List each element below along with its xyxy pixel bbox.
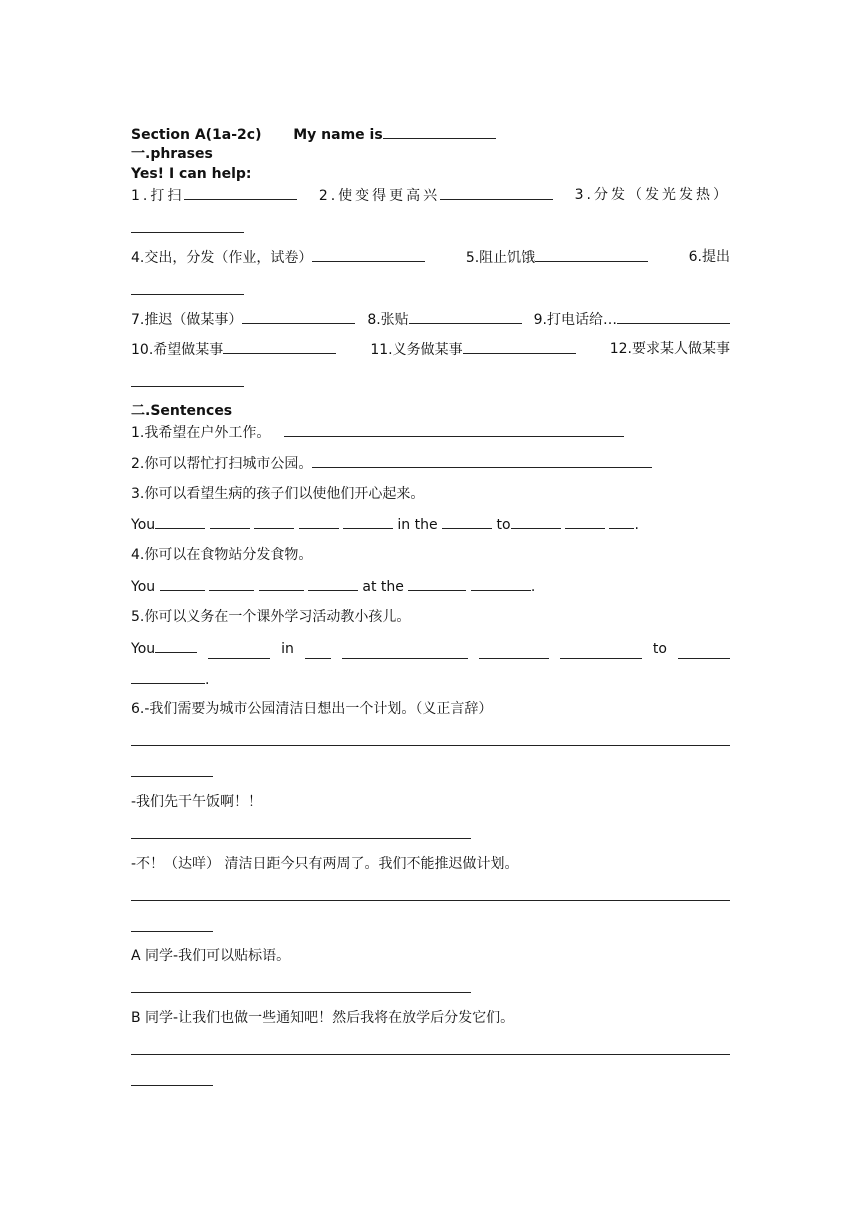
dialogue-line-3: A 同学-我们可以贴标语。 — [131, 948, 291, 964]
fill-blank[interactable] — [305, 644, 331, 659]
dialogue-line-2: -不！（达咩） 清洁日距今只有两周了。我们不能推迟做计划。 — [131, 856, 519, 872]
fill-blank[interactable] — [479, 644, 549, 659]
phrase-row-2 — [131, 247, 730, 268]
phrase-blank[interactable] — [440, 185, 553, 200]
fill-blank[interactable] — [209, 576, 254, 591]
sentence-2: 2.你可以帮忙打扫城市公园。 — [131, 453, 652, 474]
fill-blank[interactable] — [155, 638, 197, 653]
answer-line[interactable] — [131, 1054, 730, 1055]
answer-line[interactable] — [131, 1085, 213, 1086]
dialogue-line-1: -我们先干午饭啊！！ — [131, 794, 263, 810]
fill-blank[interactable] — [560, 644, 642, 659]
phrase-item: 2.使变得更高兴 — [319, 185, 553, 206]
phrase-item: 4.交出，分发（作业，试卷） — [131, 247, 425, 268]
fill-blank[interactable] — [308, 576, 358, 591]
phrase-item: 9.打电话给… — [534, 309, 730, 330]
sentence-2-blank[interactable] — [312, 453, 652, 468]
sentence-1: 1.我希望在户外工作。 — [131, 422, 624, 443]
fill-blank[interactable] — [259, 576, 304, 591]
name-blank[interactable] — [383, 124, 496, 139]
phrase-blank-3[interactable] — [131, 232, 244, 233]
phrase-row-1 — [131, 185, 730, 206]
sentence-3-fill: You in the to . — [131, 514, 639, 535]
phrases-heading: 一.phrases — [131, 146, 213, 162]
sentence-1-blank[interactable] — [284, 422, 624, 437]
phrase-item: 12.要求某人做某事 — [609, 341, 730, 357]
phrase-item: 8.张贴 — [367, 309, 521, 330]
answer-line[interactable] — [131, 900, 730, 901]
phrase-item: 3.分发（发光发热） — [574, 187, 730, 203]
fill-blank[interactable] — [160, 576, 205, 591]
sentence-5-cont: . — [131, 669, 209, 690]
fill-blank[interactable] — [342, 644, 468, 659]
phrase-row-4 — [131, 339, 730, 360]
phrase-item: 5.阻止饥饿 — [466, 247, 648, 268]
answer-line[interactable] — [131, 776, 213, 777]
phrase-row-3 — [131, 309, 730, 330]
fill-blank[interactable] — [343, 514, 393, 529]
phrase-item: 1.打扫 — [131, 185, 297, 206]
answer-line[interactable] — [131, 992, 471, 993]
answer-line[interactable] — [131, 838, 471, 839]
sentence-5-fill: You in to — [131, 638, 730, 659]
phrase-blank[interactable] — [409, 309, 522, 324]
phrase-item: 6.提出 — [688, 249, 730, 265]
sentence-4: 4.你可以在食物站分发食物。 — [131, 547, 313, 563]
phrase-item: 7.推迟（做某事） — [131, 309, 355, 330]
section-title: Section A(1a-2c) — [131, 127, 262, 143]
fill-blank[interactable] — [442, 514, 492, 529]
sentence-5: 5.你可以义务在一个课外学习活动教小孩儿。 — [131, 609, 411, 625]
fill-blank[interactable] — [565, 514, 605, 529]
dialogue-line-4: B 同学-让我们也做一些通知吧！然后我将在放学后分发它们。 — [131, 1010, 515, 1026]
sentences-heading: 二.Sentences — [131, 403, 233, 419]
sentence-6: 6.-我们需要为城市公园清洁日想出一个计划。（义正言辞） — [131, 701, 493, 717]
phrase-item: 11.义务做某事 — [370, 339, 575, 360]
phrase-item: 10.希望做某事 — [131, 339, 336, 360]
fill-blank[interactable] — [254, 514, 294, 529]
fill-blank[interactable] — [155, 514, 205, 529]
fill-blank[interactable] — [609, 514, 634, 529]
phrase-blank[interactable] — [223, 339, 336, 354]
phrase-blank[interactable] — [242, 309, 355, 324]
fill-blank[interactable] — [408, 576, 466, 591]
answer-line[interactable] — [131, 931, 213, 932]
fill-blank[interactable] — [511, 514, 561, 529]
name-label: My name is — [293, 127, 383, 143]
phrase-blank[interactable] — [617, 309, 730, 324]
phrase-blank[interactable] — [184, 185, 297, 200]
fill-blank[interactable] — [210, 514, 250, 529]
header-line — [131, 124, 496, 145]
phrase-blank[interactable] — [463, 339, 576, 354]
phrase-blank[interactable] — [535, 247, 648, 262]
phrase-blank[interactable] — [312, 247, 425, 262]
phrase-blank-12[interactable] — [131, 386, 244, 387]
phrases-subheading: Yes! I can help: — [131, 166, 252, 182]
sentence-4-fill: You at the . — [131, 576, 535, 597]
fill-blank[interactable] — [131, 669, 205, 684]
fill-blank[interactable] — [208, 644, 270, 659]
phrase-blank-6[interactable] — [131, 294, 244, 295]
fill-blank[interactable] — [471, 576, 531, 591]
answer-line[interactable] — [131, 745, 730, 746]
sentence-3: 3.你可以看望生病的孩子们以使他们开心起来。 — [131, 486, 425, 502]
fill-blank[interactable] — [678, 644, 730, 659]
fill-blank[interactable] — [299, 514, 339, 529]
